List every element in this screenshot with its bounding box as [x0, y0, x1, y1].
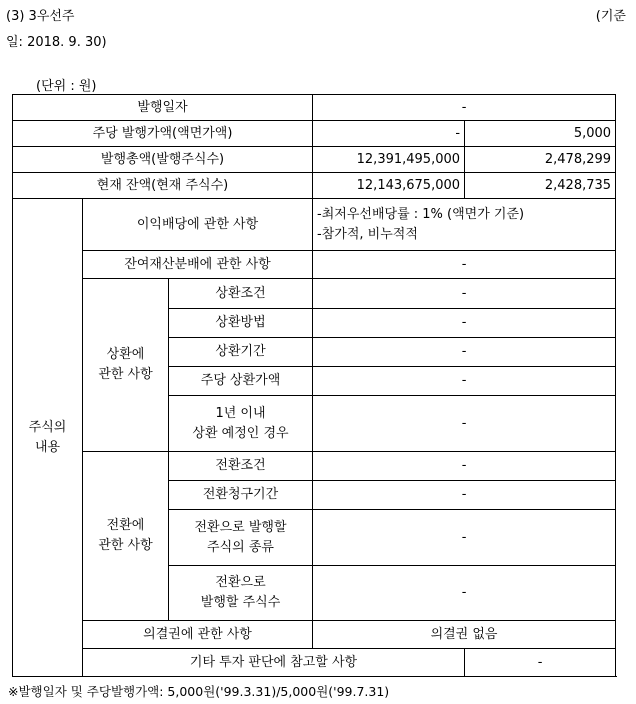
reference-date: 일: 2018. 9. 30) [6, 35, 107, 50]
conversion-stock-type-label: 전환으로 발행할 주식의 종류 [169, 510, 313, 566]
redemption-condition-label: 상환조건 [169, 279, 313, 309]
conversion-group-label: 전환에 관한 사항 [83, 452, 169, 621]
preferred-stock-table [12, 94, 616, 677]
redemption-price-value: - [313, 367, 616, 396]
table-row [13, 173, 616, 199]
conversion-period-label: 전환청구기간 [169, 481, 313, 510]
conversion-stock-count-value: - [313, 566, 616, 621]
table-row [13, 121, 616, 147]
voting-label: 의결권에 관한 사항 [83, 621, 313, 649]
redemption-period-value: - [313, 338, 616, 367]
total-issue-label: 발행총액(발행주식수) [13, 147, 313, 173]
par-value-amount: - [313, 121, 465, 147]
dividend-value: -최저우선배당률 : 1% (액면가 기준) -참가적, 비누적적 [313, 199, 616, 251]
section-title: (3) 3우선주 [6, 9, 75, 24]
current-balance-shares: 2,428,735 [465, 173, 616, 199]
other-info-value: - [465, 649, 616, 677]
redemption-method-value: - [313, 309, 616, 338]
issue-date-label: 발행일자 [13, 95, 313, 121]
table-row [13, 649, 616, 677]
stock-content-label: 주식의 내용 [13, 199, 83, 677]
table-row [13, 621, 616, 649]
redemption-condition-value: - [313, 279, 616, 309]
redemption-method-label: 상환방법 [169, 309, 313, 338]
redemption-price-label: 주당 상환가액 [169, 367, 313, 396]
redemption-period-label: 상환기간 [169, 338, 313, 367]
conversion-period-value: - [313, 481, 616, 510]
redemption-group-label: 상환에 관한 사항 [83, 279, 169, 452]
other-info-label: 기타 투자 판단에 참고할 사항 [83, 649, 465, 677]
conversion-stock-count-label: 전환으로 발행할 주식수 [169, 566, 313, 621]
current-balance-amount: 12,143,675,000 [313, 173, 465, 199]
table-row [13, 199, 616, 251]
conversion-stock-type-value: - [313, 510, 616, 566]
residual-label: 잔여재산분배에 관한 사항 [83, 251, 313, 279]
par-value-label: 주당 발행가액(액면가액) [13, 121, 313, 147]
total-issue-shares: 2,478,299 [465, 147, 616, 173]
footnote: ※발행일자 및 주당발행가액: 5,000원('99.3.31)/5,000원('99.7.31) [8, 684, 390, 699]
conversion-condition-label: 전환조건 [169, 452, 313, 481]
table-row [13, 95, 616, 121]
dividend-label: 이익배당에 관한 사항 [83, 199, 313, 251]
reference-label: (기준 [595, 9, 626, 24]
table-row [13, 251, 616, 279]
current-balance-label: 현재 잔액(현재 주식수) [13, 173, 313, 199]
total-issue-amount: 12,391,495,000 [313, 147, 465, 173]
issue-date-value: - [313, 95, 616, 121]
residual-value: - [313, 251, 616, 279]
voting-value: 의결권 없음 [313, 621, 616, 649]
table-row [13, 452, 616, 481]
par-value-per-share: 5,000 [465, 121, 616, 147]
unit-label: (단위 : 원) [36, 79, 97, 94]
conversion-condition-value: - [313, 452, 616, 481]
table-row [13, 279, 616, 309]
redemption-within-year-value: - [313, 396, 616, 452]
table-row [13, 147, 616, 173]
redemption-within-year-label: 1년 이내 상환 예정인 경우 [169, 396, 313, 452]
